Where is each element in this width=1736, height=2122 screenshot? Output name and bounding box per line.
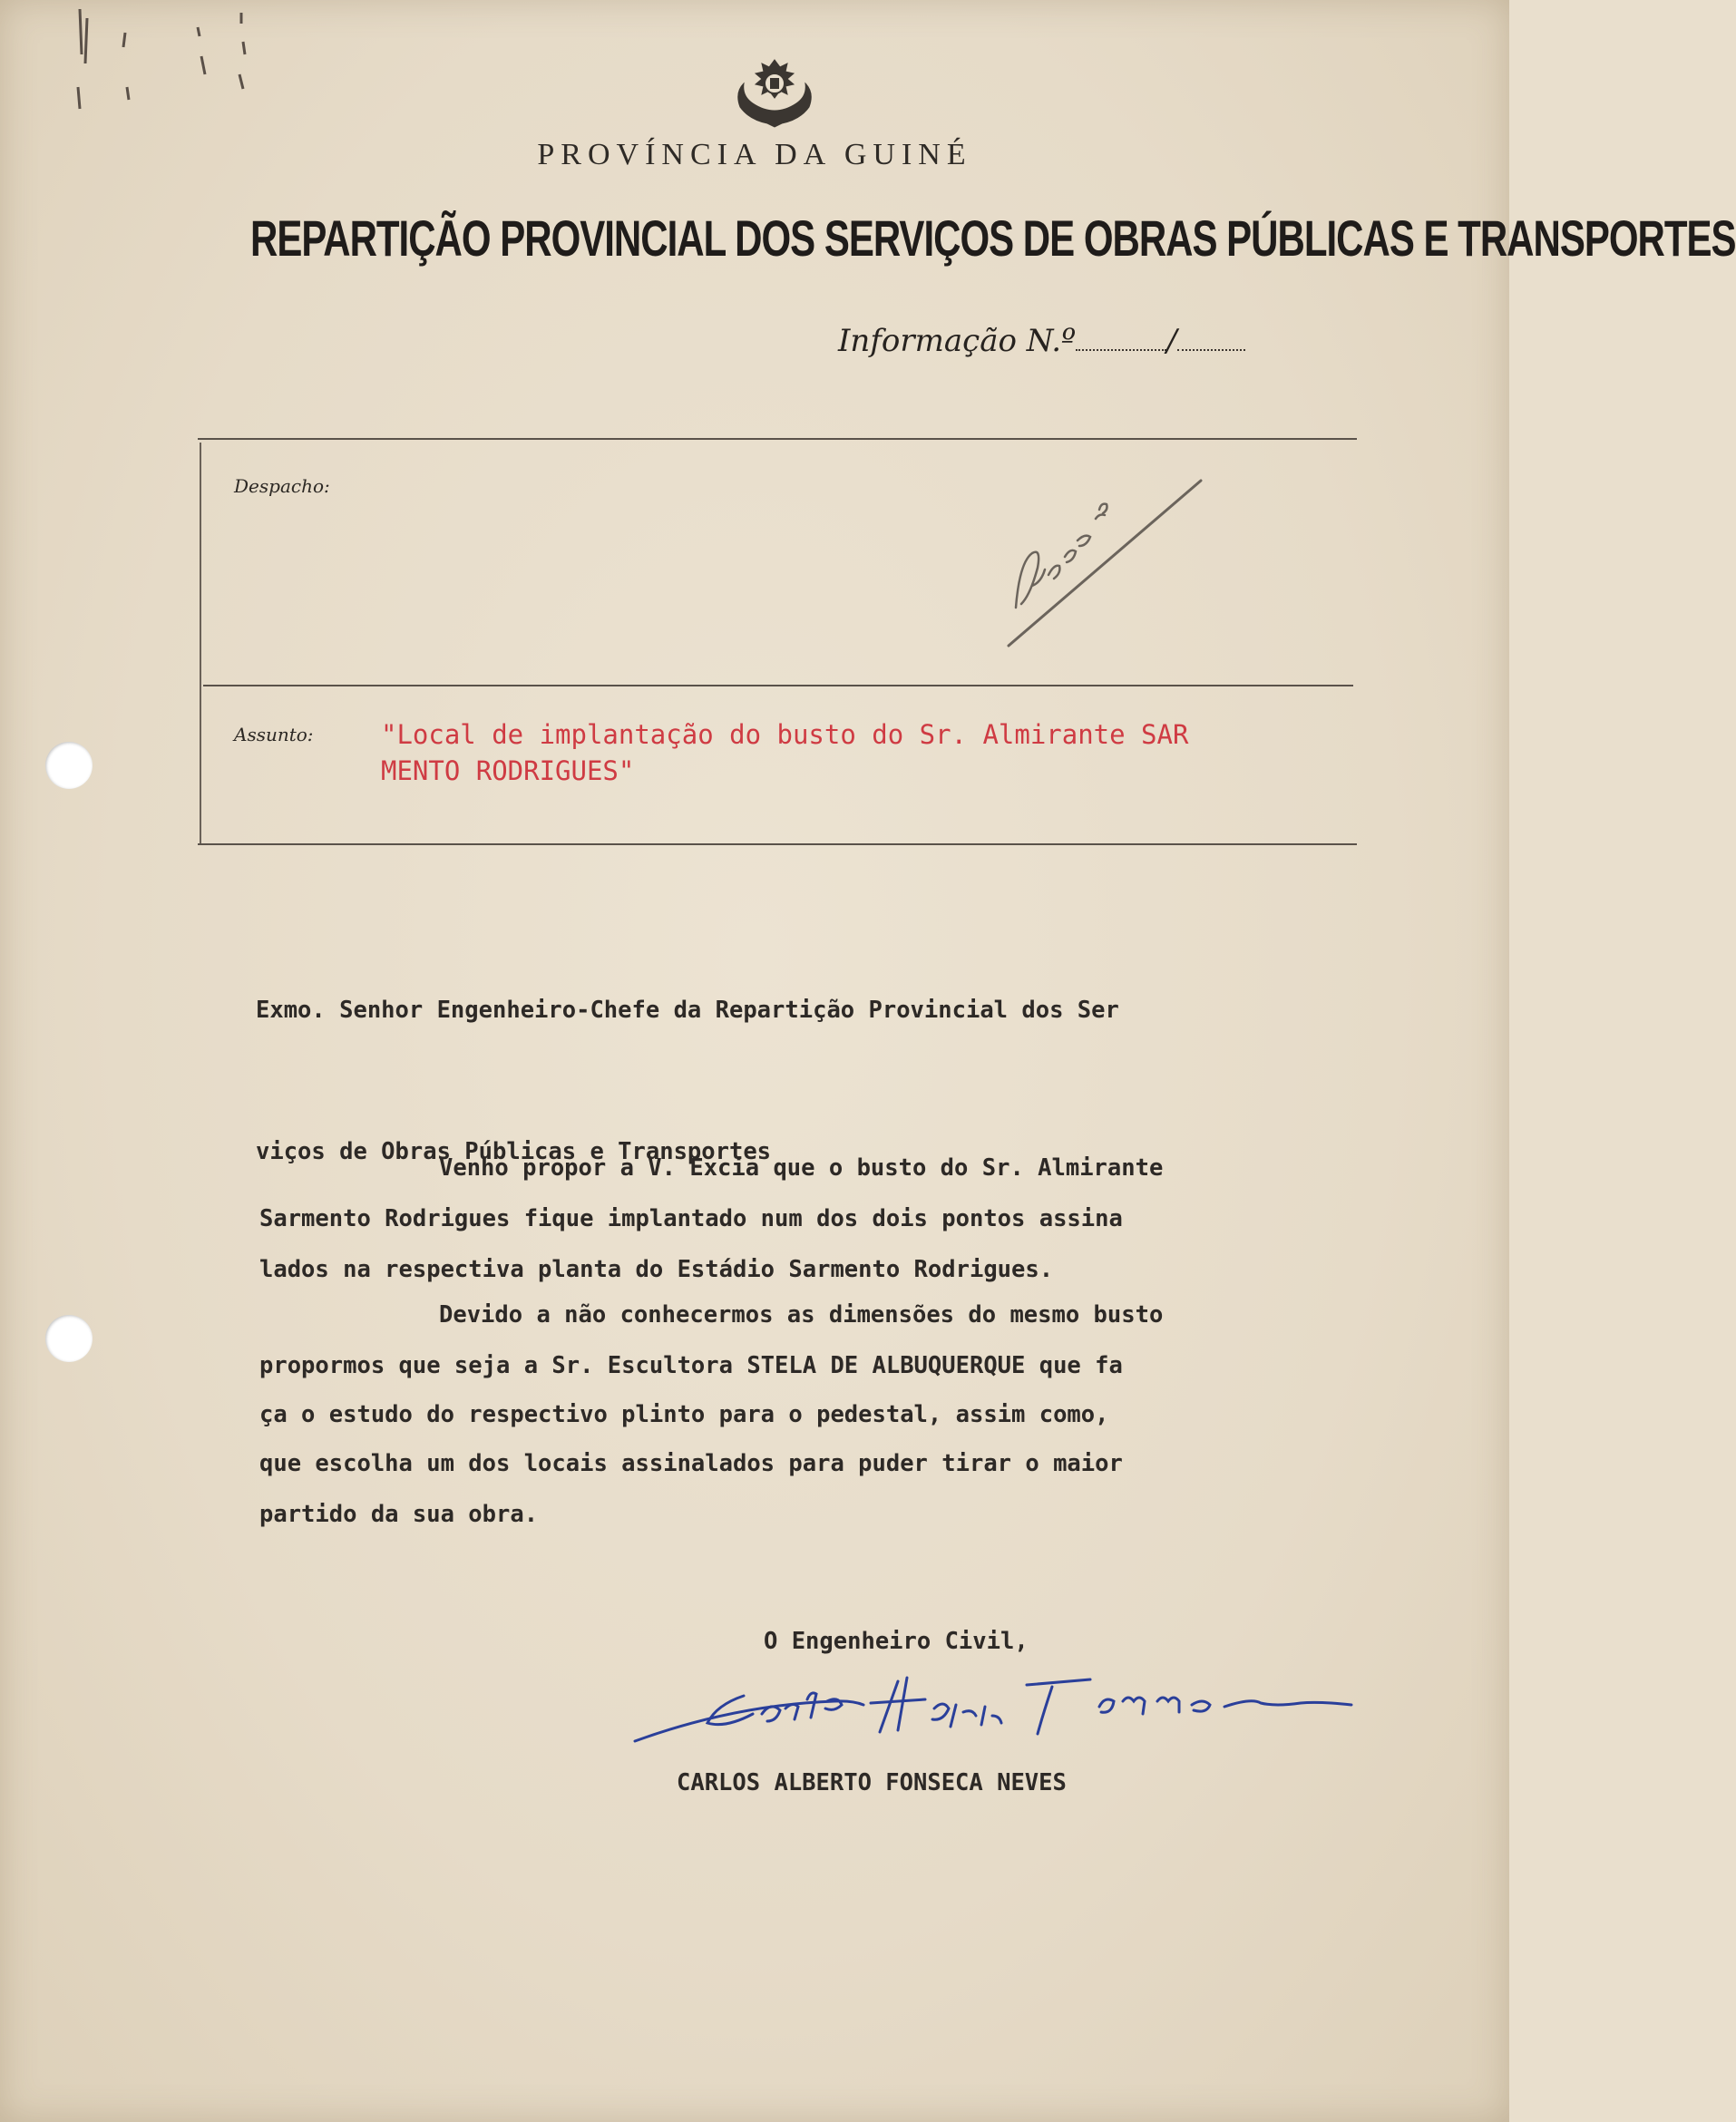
signature-title: O Engenheiro Civil, <box>764 1628 1029 1655</box>
handwritten-signature <box>626 1669 1361 1750</box>
salutation-line-1: Exmo. Senhor Engenheiro-Chefe da Repartição Provincial dos Ser <box>256 997 1119 1024</box>
subject-line-1: "Local de implantação do busto do Sr. Almirante SAR <box>381 719 1189 750</box>
body-line: Sarmento Rodrigues fique implantado num dos dois pontos assina <box>259 1205 1123 1232</box>
despacho-handwriting-text: Arquivo <box>998 435 1001 436</box>
body-line: que escolha um dos locais assinalados para puder tirar o maior <box>259 1450 1123 1477</box>
body-line: Venho propor a V. Excia que o busto do Sr. Almirante <box>439 1154 1164 1182</box>
subject-line-2: MENTO RODRIGUES" <box>381 755 635 786</box>
body-line: propormos que seja a Sr. Escultora STELA DE ALBUQUERQUE que fa <box>259 1352 1123 1379</box>
signatory-name: CARLOS ALBERTO FONSECA NEVES <box>677 1769 1067 1796</box>
body-line: partido da sua obra. <box>259 1501 539 1528</box>
body-line: Devido a não conhecermos as dimensões do mesmo busto <box>439 1301 1164 1329</box>
body-line: ça o estudo do respectivo plinto para o pedestal, assim como, <box>259 1401 1109 1428</box>
information-number-label: Informação N.º <box>838 323 1077 359</box>
despacho-label: Despacho: <box>234 475 330 497</box>
salutation-line-2: viços de Obras Públicas e Transportes <box>256 1138 772 1165</box>
province-title: PROVÍNCIA DA GUINÉ <box>537 138 972 171</box>
assunto-label: Assunto: <box>234 724 314 745</box>
information-number-separator: / <box>1166 323 1177 359</box>
department-title: REPARTIÇÃO PROVINCIAL DOS SERVIÇOS DE OBRAS PÚBLICAS E TRANSPORTES <box>250 210 1736 268</box>
body-line: lados na respectiva planta do Estádio Sarmento Rodrigues. <box>259 1256 1054 1283</box>
